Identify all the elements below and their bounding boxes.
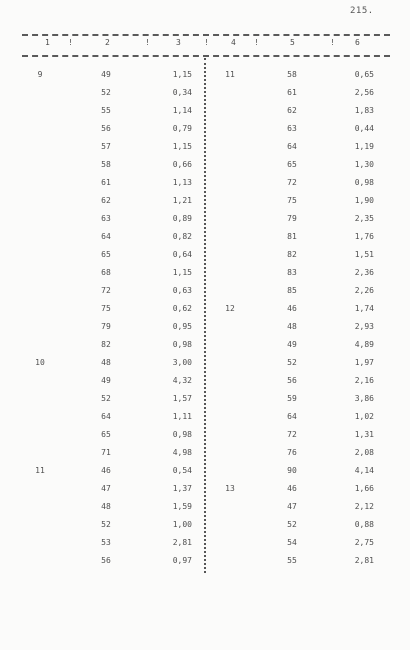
table-cell-c2: 47: [101, 484, 111, 493]
table-cell-c3: 0,95: [172, 322, 192, 331]
table-cell-c2: 56: [101, 556, 111, 565]
table-cell-c3: 1,15: [172, 268, 192, 277]
header-col-1: 1: [45, 38, 50, 47]
table-cell-c3: 0,79: [172, 124, 192, 133]
table-cell-c6: 2,56: [354, 88, 374, 97]
table-cell-c6: 1,83: [354, 106, 374, 115]
table-cell-c5: 79: [287, 214, 297, 223]
table-cell-c2: 48: [101, 358, 111, 367]
table-cell-c2: 61: [101, 178, 111, 187]
table-cell-c5: 48: [287, 322, 297, 331]
table-cell-c5: 90: [287, 466, 297, 475]
table-cell-c6: 2,08: [354, 448, 374, 457]
table-cell-c5: 56: [287, 376, 297, 385]
table-cell-c2: 64: [101, 232, 111, 241]
table-cell-c3: 1,57: [172, 394, 192, 403]
table-cell-c5: 82: [287, 250, 297, 259]
table-cell-c2: 58: [101, 160, 111, 169]
table-cell-c3: 1,13: [172, 178, 192, 187]
table-cell-c6: 1,31: [354, 430, 374, 439]
table-cell-c2: 65: [101, 250, 111, 259]
table-cell-c2: 65: [101, 430, 111, 439]
table-top-rule: [22, 34, 390, 36]
table-cell-c6: 2,36: [354, 268, 374, 277]
table-cell-c3: 0,82: [172, 232, 192, 241]
table-cell-c3: 0,64: [172, 250, 192, 259]
header-separator: !: [68, 38, 73, 47]
table-cell-c6: 1,90: [354, 196, 374, 205]
table-cell-c2: 71: [101, 448, 111, 457]
table-cell-c5: 55: [287, 556, 297, 565]
table-cell-c6: 2,81: [354, 556, 374, 565]
table-cell-c1: 11: [35, 466, 45, 475]
table-cell-c5: 75: [287, 196, 297, 205]
table-cell-c2: 46: [101, 466, 111, 475]
table-cell-c5: 54: [287, 538, 297, 547]
table-cell-c2: 64: [101, 412, 111, 421]
table-cell-c6: 1,51: [354, 250, 374, 259]
table-cell-c2: 48: [101, 502, 111, 511]
table-cell-c6: 2,16: [354, 376, 374, 385]
header-separator: !: [254, 38, 259, 47]
table-cell-c6: 1,30: [354, 160, 374, 169]
table-cell-c2: 55: [101, 106, 111, 115]
table-cell-c5: 63: [287, 124, 297, 133]
table-cell-c6: 2,12: [354, 502, 374, 511]
table-cell-c3: 1,21: [172, 196, 192, 205]
header-col-4: 4: [231, 38, 236, 47]
page-number: 215.: [350, 6, 374, 16]
table-cell-c5: 62: [287, 106, 297, 115]
table-cell-c3: 0,98: [172, 340, 192, 349]
table-cell-c5: 52: [287, 520, 297, 529]
table-cell-c3: 1,15: [172, 70, 192, 79]
table-cell-c6: 1,19: [354, 142, 374, 151]
table-cell-c6: 0,98: [354, 178, 374, 187]
table-cell-c5: 85: [287, 286, 297, 295]
table-cell-c2: 49: [101, 376, 111, 385]
table-cell-c5: 61: [287, 88, 297, 97]
table-cell-c6: 3,86: [354, 394, 374, 403]
table-cell-c5: 49: [287, 340, 297, 349]
table-cell-c3: 2,81: [172, 538, 192, 547]
table-cell-c6: 2,75: [354, 538, 374, 547]
table-header: [0, 38, 410, 52]
table-cell-c5: 46: [287, 484, 297, 493]
table-cell-c3: 0,66: [172, 160, 192, 169]
table-cell-c2: 62: [101, 196, 111, 205]
table-cell-c5: 65: [287, 160, 297, 169]
table-cell-c3: 0,89: [172, 214, 192, 223]
table-cell-c5: 47: [287, 502, 297, 511]
table-cell-c2: 63: [101, 214, 111, 223]
table-cell-c4: 13: [225, 484, 235, 493]
table-cell-c2: 57: [101, 142, 111, 151]
table-cell-c5: 72: [287, 178, 297, 187]
table-cell-c3: 4,98: [172, 448, 192, 457]
table-cell-c3: 1,59: [172, 502, 192, 511]
table-cell-c2: 49: [101, 70, 111, 79]
table-cell-c6: 4,14: [354, 466, 374, 475]
header-col-5: 5: [290, 38, 295, 47]
table-cell-c4: 11: [225, 70, 235, 79]
table-cell-c6: 1,97: [354, 358, 374, 367]
table-cell-c2: 52: [101, 88, 111, 97]
table-row: [0, 556, 410, 579]
table-cell-c1: 10: [35, 358, 45, 367]
table-cell-c3: 4,32: [172, 376, 192, 385]
table-cell-c3: 1,00: [172, 520, 192, 529]
table-cell-c2: 52: [101, 520, 111, 529]
table-cell-c5: 64: [287, 142, 297, 151]
table-cell-c6: 0,88: [354, 520, 374, 529]
table-cell-c6: 1,66: [354, 484, 374, 493]
table-cell-c2: 68: [101, 268, 111, 277]
table-cell-c6: 1,76: [354, 232, 374, 241]
table-cell-c3: 0,97: [172, 556, 192, 565]
table-cell-c3: 0,98: [172, 430, 192, 439]
table-cell-c3: 1,14: [172, 106, 192, 115]
table-cell-c5: 81: [287, 232, 297, 241]
table-cell-c3: 1,15: [172, 142, 192, 151]
table-header-rule: [22, 55, 390, 57]
table-cell-c2: 79: [101, 322, 111, 331]
table-cell-c3: 1,11: [172, 412, 192, 421]
table-cell-c2: 75: [101, 304, 111, 313]
table-cell-c5: 76: [287, 448, 297, 457]
table-cell-c3: 1,37: [172, 484, 192, 493]
header-col-2: 2: [105, 38, 110, 47]
table-cell-c5: 72: [287, 430, 297, 439]
table-cell-c5: 59: [287, 394, 297, 403]
table-cell-c3: 0,62: [172, 304, 192, 313]
table-cell-c6: 2,35: [354, 214, 374, 223]
table-cell-c6: 4,89: [354, 340, 374, 349]
table-cell-c2: 72: [101, 286, 111, 295]
table-cell-c5: 58: [287, 70, 297, 79]
header-separator: !: [145, 38, 150, 47]
table-cell-c5: 83: [287, 268, 297, 277]
table-cell-c6: 1,74: [354, 304, 374, 313]
table-cell-c5: 46: [287, 304, 297, 313]
table-cell-c4: 12: [225, 304, 235, 313]
table-cell-c5: 64: [287, 412, 297, 421]
header-col-3: 3: [176, 38, 181, 47]
table-cell-c3: 0,34: [172, 88, 192, 97]
table-cell-c3: 0,63: [172, 286, 192, 295]
table-cell-c6: 0,65: [354, 70, 374, 79]
table-cell-c6: 1,02: [354, 412, 374, 421]
table-cell-c2: 82: [101, 340, 111, 349]
table-cell-c6: 2,26: [354, 286, 374, 295]
table-cell-c1: 9: [37, 70, 43, 79]
header-separator: !: [204, 38, 209, 47]
table-cell-c2: 53: [101, 538, 111, 547]
table-cell-c6: 0,44: [354, 124, 374, 133]
table-cell-c2: 56: [101, 124, 111, 133]
table-cell-c5: 52: [287, 358, 297, 367]
table-cell-c2: 52: [101, 394, 111, 403]
header-col-6: 6: [355, 38, 360, 47]
table-cell-c3: 0,54: [172, 466, 192, 475]
table-cell-c3: 3,00: [172, 358, 192, 367]
table-cell-c6: 2,93: [354, 322, 374, 331]
header-separator: !: [330, 38, 335, 47]
